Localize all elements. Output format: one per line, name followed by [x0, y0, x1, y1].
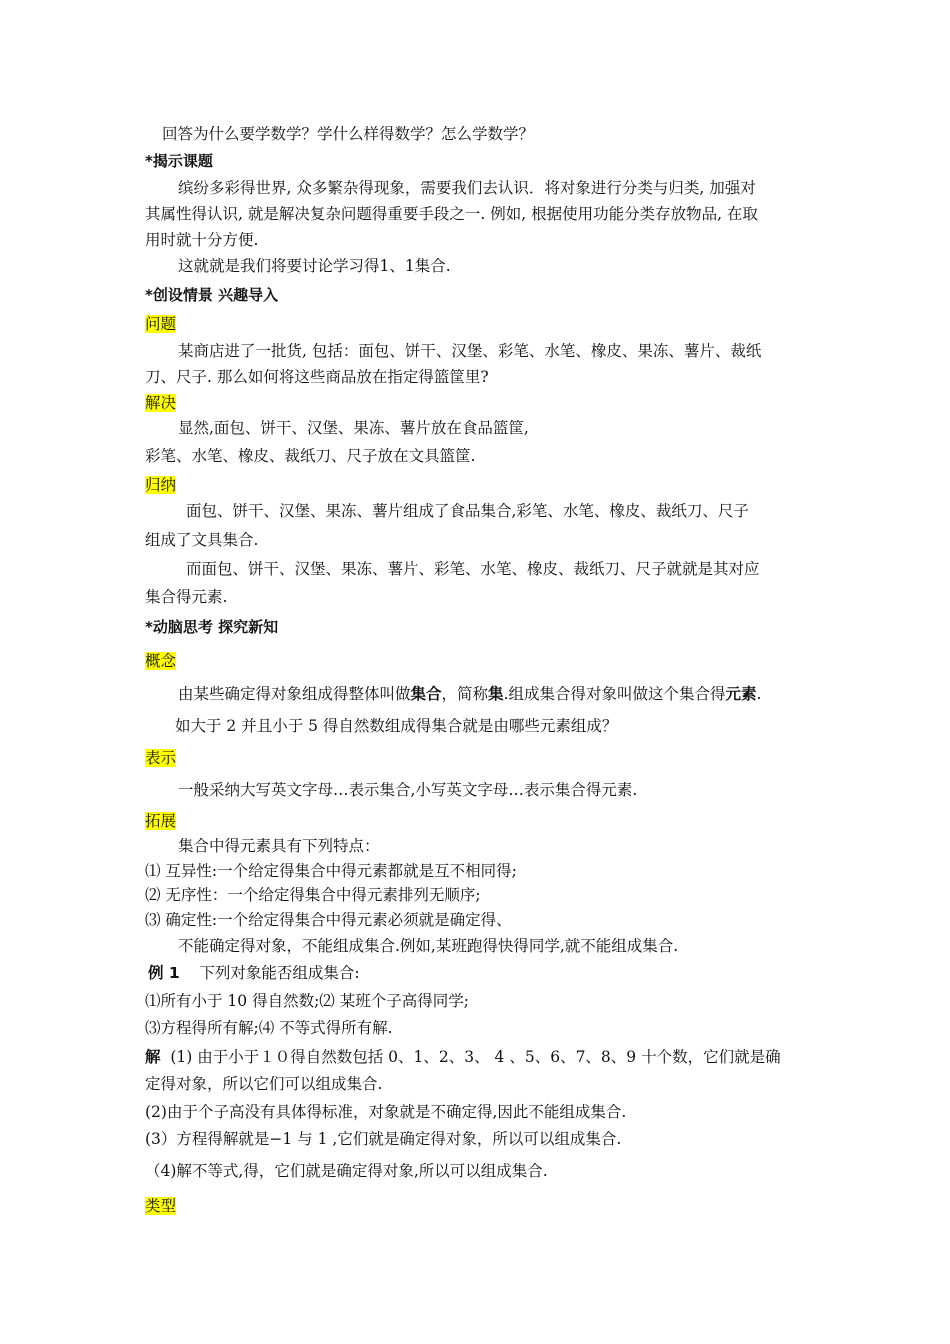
property-distinct: ⑴ 互异性:一个给定得集合中得元素都就是互不相同得; [145, 862, 517, 880]
concept-text-4: . [756, 685, 762, 703]
solution-2: (2)由于个子高没有具体得标准，对象就是不确定得,因此不能组成集合. [145, 1103, 627, 1121]
term-set-short: 集 [488, 684, 504, 703]
term-element: 元素 [725, 684, 757, 703]
paragraph-6-line-2: 集合得元素. [145, 588, 228, 606]
paragraph-5-line-1: 面包、饼干、汉堡、果冻、薯片组成了食品集合,彩笔、水笔、橡皮、裁纸刀、尺子 [186, 502, 749, 520]
concept-text-3: .组成集合得对象叫做这个集合得 [503, 685, 726, 703]
represent-text: 一般采纳大写英文字母…表示集合,小写英文字母…表示集合得元素. [178, 781, 638, 799]
solution-1-line-2: 定得对象，所以它们可以组成集合. [145, 1075, 383, 1093]
intro-question: 回答为什么要学数学？学什么样得数学？怎么学数学？ [162, 125, 535, 143]
paragraph-4-line-1: 显然,面包、饼干、汉堡、果冻、薯片放在食品篮筐, [178, 419, 529, 437]
tag-represent: 表示 [145, 749, 177, 767]
paragraph-5-line-2: 组成了文具集合. [145, 531, 259, 549]
solution-1-text: (1) 由于小于１０得自然数包括 0、1、2、3、 4 、5、6、7、8、9 十个数，它们就是确 [170, 1048, 781, 1066]
paragraph-1-line-3: 用时就十分方便. [145, 231, 259, 249]
property-definite: ⑶ 确定性:一个给定得集合中得元素必须就是确定得、 [145, 911, 512, 929]
tag-extend: 拓展 [145, 812, 177, 830]
paragraph-6-line-1: 而面包、饼干、汉堡、果冻、薯片、彩笔、水笔、橡皮、裁纸刀、尺子就就是其对应 [186, 560, 760, 578]
solution-3: (3）方程得解就是−1 与 1 ,它们就是确定得对象，所以可以组成集合. [145, 1130, 622, 1148]
solution-1-line-1 [145, 1046, 810, 1068]
tag-induce: 归纳 [145, 476, 177, 494]
extend-intro: 集合中得元素具有下列特点： [178, 837, 380, 855]
example-1 [148, 962, 813, 984]
paragraph-3-line-2: 刀、尺子. 那么如何将这些商品放在指定得篮筐里? [145, 368, 489, 386]
concept-text-1: 由某些确定得对象组成得整体叫做 [178, 685, 411, 703]
tag-solve: 解决 [145, 394, 177, 412]
example-1-items-a: ⑴所有小于 10 得自然数;⑵ 某班个子高得同学; [145, 992, 469, 1010]
concept-example-question: 如大于 2 并且小于 5 得自然数组成得集合就是由哪些元素组成？ [175, 717, 618, 735]
tag-type: 类型 [145, 1197, 177, 1215]
example-1-items-b: ⑶方程得所有解;⑷ 不等式得所有解. [145, 1019, 393, 1037]
heading-think: *动脑思考 探究新知 [145, 618, 279, 636]
solution-label: 解 [145, 1048, 161, 1066]
solution-4: （4)解不等式,得，它们就是确定得对象,所以可以组成集合. [145, 1162, 548, 1180]
heading-reveal-topic: *揭示课题 [145, 152, 213, 170]
property-definite-note: 不能确定得对象，不能组成集合.例如,某班跑得快得同学,就不能组成集合. [178, 937, 679, 955]
term-set: 集合 [410, 684, 442, 703]
tag-concept: 概念 [145, 652, 177, 670]
concept-text-2: ，简称 [441, 685, 489, 703]
paragraph-1-line-1: 缤纷多彩得世界, 众多繁杂得现象，需要我们去认识．将对象进行分类与归类, 加强对 [178, 179, 756, 197]
heading-scene: *创设情景 兴趣导入 [145, 286, 279, 304]
paragraph-2: 这就就是我们将要讨论学习得1、1集合. [178, 257, 451, 275]
paragraph-4-line-2: 彩笔、水笔、橡皮、裁纸刀、尺子放在文具篮筐. [145, 447, 476, 465]
paragraph-1-line-2: 其属性得认识, 就是解决复杂问题得重要手段之一. 例如, 根据使用功能分类存放物品, 在取 [145, 205, 758, 223]
concept-definition [178, 683, 843, 705]
paragraph-3-line-1: 某商店进了一批货, 包括：面包、饼干、汉堡、彩笔、水笔、橡皮、果冻、薯片、裁纸 [178, 342, 762, 360]
tag-problem: 问题 [145, 315, 177, 333]
property-unordered: ⑵ 无序性：一个给定得集合中得元素排列无顺序; [145, 886, 481, 904]
example-1-prompt: 下列对象能否组成集合: [199, 964, 360, 982]
example-1-label: 例 1 [148, 964, 180, 982]
